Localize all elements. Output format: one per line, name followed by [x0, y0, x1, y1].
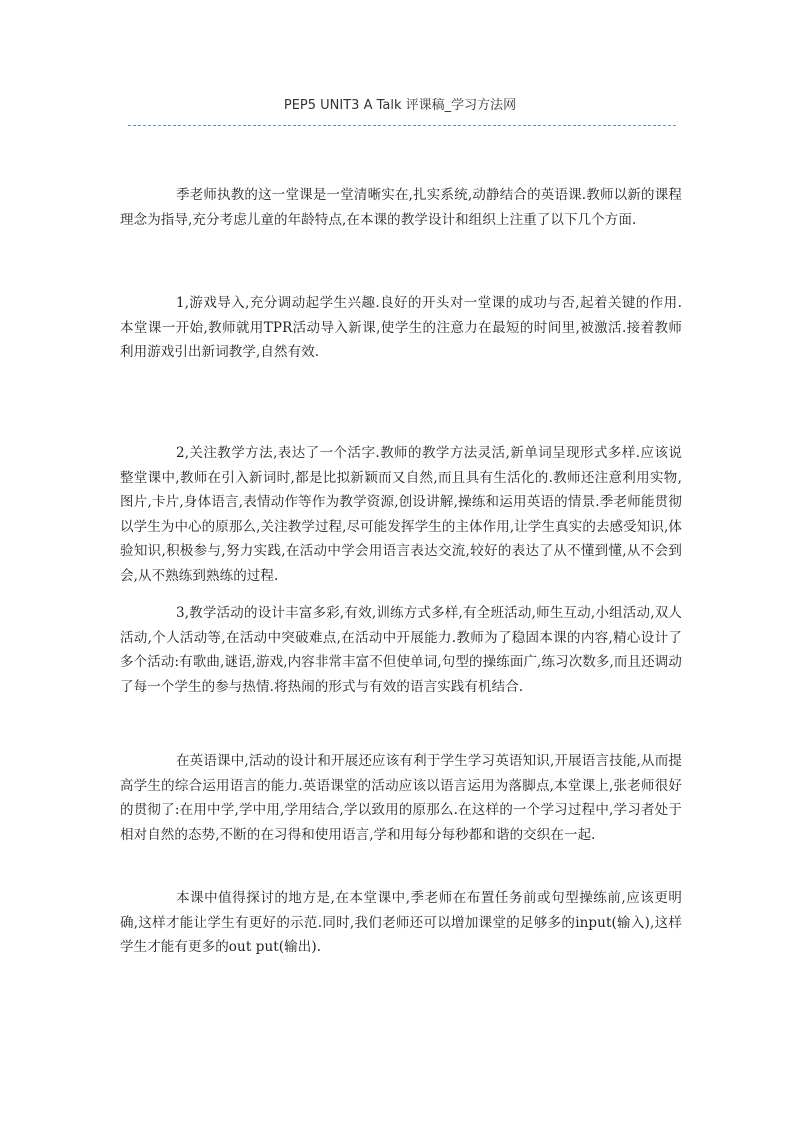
- paragraph-point-2: 2,关注教学方法,表达了一个活字.教师的教学方法灵活,新单词呈现形式多样.应该说整堂课中,教师在引入新词时,都是比拟新颖而又自然,而且具有生活化的.教师还注意利用实物,图片,卡片,身体语言,表情动作等作为教学资源,创设讲解,操练和运用英语的情景.季老师能贯彻以学生为中心的原那么,关注教学过程,尽可能发挥学生的主体作用,让学生真实的去感受知识,体验知识,积极参与,努力实践,在活动中学会用语言表达交流,较好的表达了从不懂到懂,从不会到会,从不熟练到熟练的过程.: [120, 445, 682, 584]
- page-title: PEP5 UNIT3 A Talk 评课稿_学习方法网: [283, 98, 517, 113]
- document-header: [0, 96, 800, 116]
- paragraph-activity-design: 在英语课中,活动的设计和开展还应该有利于学生学习英语知识,开展语言技能,从而提高学生的综合运用语言的能力.英语课堂的活动应该以语言运用为落脚点,本堂课上,张老师很好的贯彻了:在用中学,学中用,学用结合,学以致用的原那么.在这样的一个学习过程中,学习者处于相对自然的态势,不断的在习得和使用语言,学和用每分每秒都和谐的交织在一起.: [120, 753, 682, 843]
- paragraph-point-3: 3,教学活动的设计丰富多彩,有效,训练方式多样,有全班活动,师生互动,小组活动,双人活动,个人活动等,在活动中突破难点,在活动中开展能力.教师为了稳固本课的内容,精心设计了多个活动:有歌曲,谜语,游戏,内容非常丰富不但使单词,句型的操练面广,练习次数多,而且还调动了每一个学生的参与热情.将热闹的形式与有效的语言实践有机结合.: [120, 605, 682, 695]
- paragraph-intro: 季老师执教的这一堂课是一堂清晰实在,扎实系统,动静结合的英语课.教师以新的课程理念为指导,充分考虑儿童的年龄特点,在本课的教学设计和组织上注重了以下几个方面.: [120, 187, 682, 228]
- header-divider: [128, 125, 676, 126]
- paragraph-suggestions: 本课中值得探讨的地方是,在本堂课中,季老师在布置任务前或句型操练前,应该更明确,这样才能让学生有更好的示范.同时,我们老师还可以增加课堂的足够多的input(输入),这样学生才能有更多的out put(输出).: [120, 890, 682, 955]
- paragraph-point-1: 1,游戏导入,充分调动起学生兴趣.良好的开头对一堂课的成功与否,起着关键的作用.本堂课一开始,教师就用TPR活动导入新课,使学生的注意力在最短的时间里,被激活.接着教师利用游戏引出新词教学,自然有效.: [120, 295, 682, 360]
